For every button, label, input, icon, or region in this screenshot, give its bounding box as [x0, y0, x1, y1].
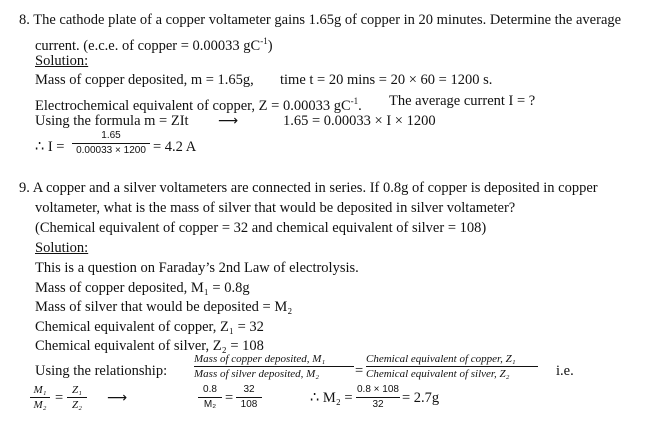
q9-result: = 2.7g [402, 390, 440, 406]
arrow-icon: ⟶ [107, 390, 128, 406]
q9-eq2-left: 0.8 M₂ [198, 384, 222, 411]
q9-relationship-label: Using the relationship: [35, 363, 168, 379]
q8-fraction: 1.65 0.00033 × 1200 [72, 130, 150, 157]
q9-eq3-fraction: 0.8 × 108 32 [357, 384, 399, 410]
q8-ece-line: Electrochemical equivalent of copper, Z = 0.00033 $gC^{-1}$. [35, 96, 362, 114]
q9-eq1-left: M₁ M₂ [30, 384, 50, 411]
q8-substituted: 1.65 = 0.00033 × I × 1200 [283, 113, 436, 129]
q9-law-line: This is a question on Faraday’s 2nd Law of electrolysis. [35, 260, 359, 276]
q8-time-line: time t = 20 mins = 20 × 60 = 1200 s. [280, 72, 493, 88]
q9-z1-line: Chemical equivalent of copper, Z₁ = 32 [35, 319, 264, 335]
q8-average-current: The average current I = ? [389, 93, 536, 109]
q8-line1: 8. The cathode plate of a copper voltameter gains 1.65g of copper in 20 minutes. Determine the average [19, 12, 622, 28]
q9-line3: (Chemical equivalent of copper = 32 and chemical equivalent of silver = 108) [35, 220, 487, 236]
q8-formula-line: Using the formula m = ZIt [35, 113, 189, 129]
q9-eq1-right: Z₁ Z₂ [67, 384, 87, 411]
q9-eq1-equals: = [55, 390, 64, 406]
q9-line2: voltameter, what is the mass of silver that would be deposited in silver voltameter? [35, 200, 516, 216]
q8-solution-label: Solution: [35, 53, 89, 69]
q9-therefore: ∴ M₂ = [310, 390, 353, 406]
q8-mass-line: Mass of copper deposited, m = 1.65g, [35, 72, 254, 88]
q9-m1-line: Mass of copper deposited, M₁ = 0.8g [35, 280, 250, 296]
q8-result: = 4.2 A [153, 139, 197, 155]
q9-relationship-left-fraction: Mass of copper deposited, M₁ Mass of silver deposited, M₂ [194, 353, 354, 380]
q9-eq2-right: 32 108 [236, 384, 262, 411]
q9-z2-line: Chemical equivalent of silver, Z₂ = 108 [35, 338, 264, 354]
q9-m2-line: Mass of silver that would be deposited = M₂ [35, 299, 293, 315]
q8-therefore: ∴ I = [35, 139, 65, 155]
q9-line1: 9. A copper and a silver voltameters are connected in series. If 0.8g of copper is deposited in copper [19, 180, 598, 196]
q9-ie: i.e. [556, 363, 574, 379]
q9-rel-equals: = [355, 363, 364, 379]
q8-line2: current. (e.c.e. of copper = 0.00033 $gC^{-1}$) [35, 36, 273, 54]
q9-relationship-right-fraction: Chemical equivalent of copper, Z₁ Chemical equivalent of silver, Z₂ [366, 353, 538, 380]
q9-eq2-equals: = [225, 390, 234, 406]
arrow-icon: ⟶ [218, 113, 239, 129]
q9-solution-label: Solution: [35, 240, 89, 256]
